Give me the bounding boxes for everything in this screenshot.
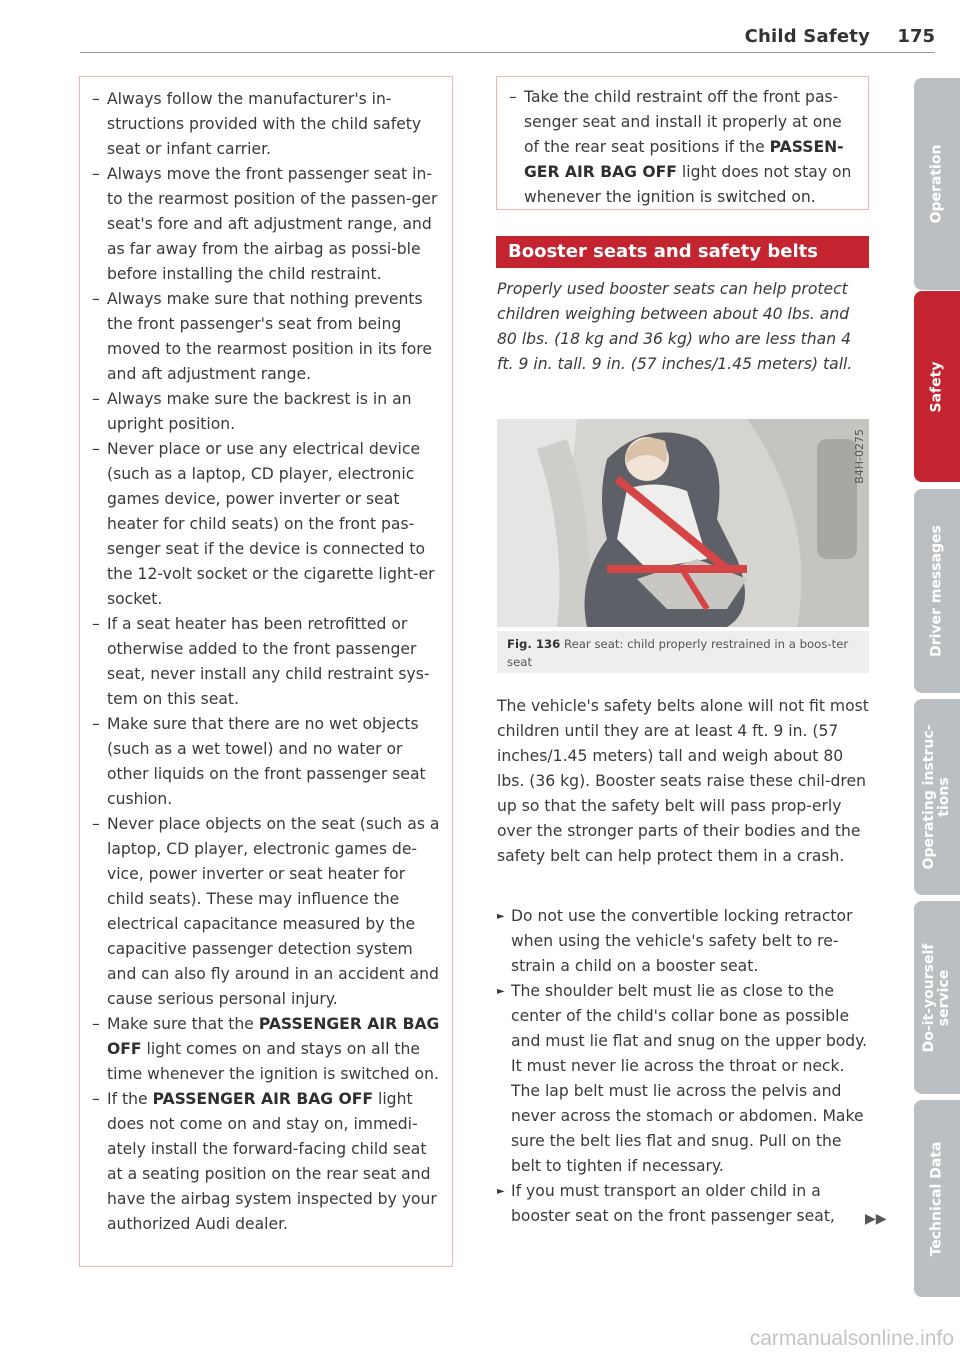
warning-list — [509, 85, 858, 210]
instruction-item: ► Do not use the convertible locking retractor when using the vehicle's safety belt to re-strain a child on a booster seat. — [497, 904, 869, 979]
indicator-name: PASSENGER AIR BAG OFF — [107, 1015, 440, 1058]
instruction-list — [497, 904, 869, 1229]
tab-label: Do-it-yourself service — [921, 943, 952, 1052]
tab-label: Driver messages — [928, 525, 945, 657]
booster-seat-illustration — [497, 419, 869, 627]
tab-label: Operating instruc-tions — [921, 724, 952, 870]
warning-text: light does not come on and stay on, immedi-ately install the forward-facing child seat at a seating position on the rear seat and have the airbag system inspected by your authorized Audi dealer. — [107, 1090, 437, 1233]
warning-box-left — [79, 76, 453, 1267]
warning-item — [92, 1087, 440, 1237]
warning-item — [509, 85, 858, 210]
tab-operation[interactable] — [914, 78, 960, 290]
warning-item: – Always make sure that nothing prevents the front passenger's seat from being moved to the rearmost position in its fore and aft adjustment range. — [92, 287, 440, 387]
warning-item: – If a seat heater has been retrofitted or otherwise added to the front passenger seat, never install any child restraint sys-tem on this seat. — [92, 612, 440, 712]
section-heading: Booster seats and safety belts — [496, 236, 869, 268]
figure-label: Fig. 136 — [507, 637, 561, 651]
warning-text: light does not stay on whenever the ignition is switched on. — [524, 163, 852, 206]
header-rule — [80, 52, 935, 53]
warning-item: – Make sure that there are no wet objects (such as a wet towel) and no water or other liquids on the front passenger seat cushion. — [92, 712, 440, 812]
warning-item: – Always make sure the backrest is in an upright position. — [92, 387, 440, 437]
tab-operating-instructions[interactable] — [914, 699, 960, 895]
tab-safety[interactable] — [914, 291, 960, 482]
tab-label: Operation — [928, 144, 945, 224]
tab-driver-messages[interactable] — [914, 489, 960, 693]
tab-technical-data[interactable] — [914, 1100, 960, 1297]
watermark: carmanualsonline.info — [749, 1327, 954, 1350]
warning-list — [92, 87, 440, 1237]
body-paragraph: The vehicle's safety belts alone will not fit most children until they are at least 4 ft. 9 in. (57 inches/1.45 meters) tall and weigh about 80 lbs. (36 kg). Booster seats raise these chil-dren up so that the safety belt will pass prop-erly over the stronger parts of their bodies and the safety belt can help protect them in a crash. — [497, 697, 869, 865]
warning-text: Take the child restraint off the front pas-senger seat and install it properly at one of the rear seat positions if the — [524, 88, 842, 156]
running-header-title: Child Safety — [744, 26, 870, 47]
tab-label: Safety — [928, 361, 945, 412]
instruction-item: ► If you must transport an older child in a booster seat on the front passenger seat, — [497, 1179, 869, 1229]
figure-caption — [497, 631, 869, 673]
warning-item: – Always move the front passenger seat in-to the rearmost position of the passen-ger seat's fore and aft adjustment range, and as far away from the airbag as possi-ble before installing the child restraint. — [92, 162, 440, 287]
indicator-name: PASSENGER AIR BAG OFF — [152, 1090, 374, 1108]
warning-item: – Never place or use any electrical device (such as a laptop, CD player, electronic games device, power inverter or seat heater for child seats) on the front pas-senger seat if the device is connected to the 12-volt socket or the cigarette light-er socket. — [92, 437, 440, 612]
section-intro: Properly used booster seats can help protect children weighing between about 40 lbs. and 80 lbs. (18 kg and 36 kg) who are less than 4 ft. 9 in. tall. 9 in. (57 inches/1.45 meters) tall. — [497, 280, 853, 373]
indicator-name: PASSEN-GER AIR BAG OFF — [524, 138, 844, 181]
warning-item: – Never place objects on the seat (such as a laptop, CD player, electronic games de-vice, power inverter or seat heater for child seats). These may influence the electrical capacitance measured by the capacitive passenger detection system and can also fly around in an accident and cause serious personal injury. — [92, 812, 440, 1012]
illustration-drawing — [497, 419, 869, 627]
warning-item: – Always follow the manufacturer's in-structions provided with the child safety seat or infant carrier. — [92, 87, 440, 162]
page-number: 175 — [897, 26, 935, 47]
warning-text: light comes on and stays on all the time whenever the ignition is switched on. — [107, 1040, 439, 1083]
warning-item — [92, 1012, 440, 1087]
continue-arrow-icon: ▶▶ — [865, 1211, 887, 1227]
warning-text: Make sure that the — [107, 1015, 259, 1033]
figure-code: B4H-0275 — [853, 429, 866, 484]
figure-caption-text: Rear seat: child properly restrained in a boos-ter seat — [507, 637, 849, 669]
warning-box-right — [496, 76, 869, 210]
tab-do-it-yourself-service[interactable] — [914, 901, 960, 1094]
tab-label: Technical Data — [928, 1141, 945, 1256]
instruction-item: ► The shoulder belt must lie as close to the center of the child's collar bone as possible and must lie flat and snug on the upper body. It must never lie across the throat or neck. The lap belt must lie across the pelvis and never across the stomach or abdomen. Make sure the belt lies flat and snug. Pull on the belt to tighten if necessary. — [497, 979, 869, 1179]
warning-text: If the — [107, 1090, 153, 1108]
